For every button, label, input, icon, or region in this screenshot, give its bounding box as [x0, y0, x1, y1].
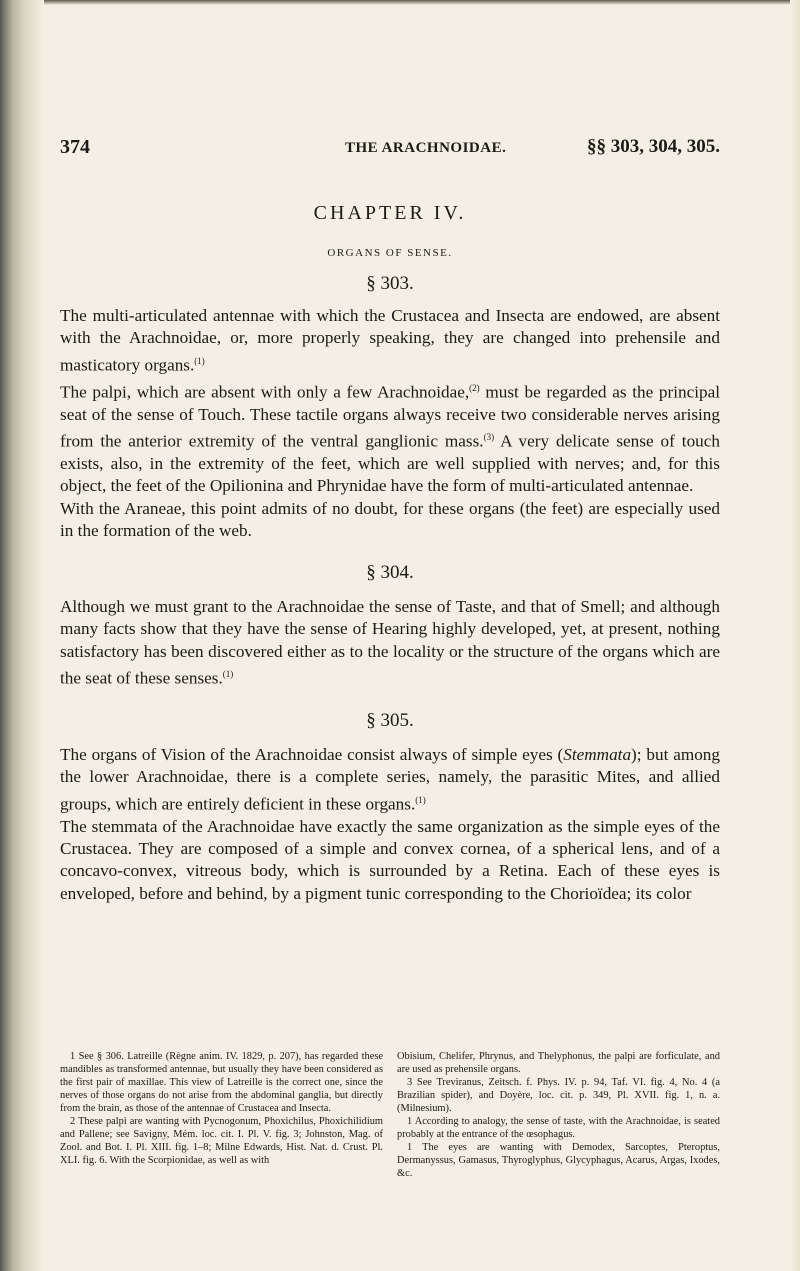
running-title: THE ARACHNOIDAE.	[345, 140, 507, 156]
page-edge	[790, 0, 800, 1271]
footnote-2: 2 These palpi are wanting with Pycnogonum, Phoxichilus, Phoxichilidium and Pallene; see Savigny, Mém. loc. cit. I. Pl. V. fig. 3; Johnston, Mag. of Zool. and Bot. I. Pl. XIII. fig. 1–8; Milne Edwards, Hist. Nat. d. Crust. Pl. XLI. fig. 6. With the Scorpionidae, as well as with	[60, 1116, 383, 1166]
running-head	[60, 136, 720, 166]
paragraph-303-2: The palpi, which are absent with only a few Arachnoidae,$^{(2)}$ must be regarded as the principal seat of the sense of Touch. These tactile organs always receive two considerable nerves arising from the anterior extremity of the ventral ganglionic mass.$^{(3)}$ A very delicate sense of touch exists, also, in the extremity of the feet, which are well supplied with nerves; and, for this object, the feet of the Opilionina and Phrynidae have the form of multi-articulated antennae.	[60, 382, 720, 496]
paragraph-303-1: The multi-articulated antennae with which the Crustacea and Insecta are endowed, are absent with the Arachnoidae, or, more properly speaking, they are changed into prehensile and masticatory organs.$^{(1)}$	[60, 306, 720, 375]
section-heading-304: § 304.	[366, 562, 414, 584]
footnotes-left-column	[60, 1050, 383, 1180]
footnote-ref: (3)	[483, 431, 495, 442]
page-top-shadow	[0, 0, 800, 5]
book-binding-gutter	[0, 0, 44, 1271]
footnote-ref: (1)	[194, 355, 205, 366]
running-sections: §§ 303, 304, 305.	[587, 136, 720, 157]
footnote-ref: (1)	[415, 794, 426, 805]
paragraph-305-2: The stemmata of the Arachnoidae have exactly the same organization as the simple eyes of the Crustacea. They are composed of a simple and convex cornea, of a spherical lens, and of a concavo-convex, vitreous body, which is surrounded by a Retina. Each of these eyes is enveloped, before and behind, by a pigment tunic corresponding to the Chorioïdea; its color	[60, 816, 720, 903]
footnote-ref: (1)	[222, 669, 234, 680]
chapter-subtitle: ORGANS OF SENSE.	[327, 247, 453, 259]
footnote-304-1: 1 According to analogy, the sense of taste, with the Arachnoidae, is seated probably at the entrance of the œsophagus.	[397, 1116, 720, 1140]
page-body	[60, 136, 720, 905]
footnotes-right-column	[397, 1050, 720, 1180]
footnotes	[60, 1050, 720, 1180]
footnote-ref: (2)	[469, 382, 480, 393]
paragraph-305-1: The organs of Vision of the Arachnoidae consist always of simple eyes (Stemmata); but among the lower Arachnoidae, there is a complete series, namely, the parasitic Mites, and allied groups, which are entirely deficient in these organs.$^{(1)}$	[60, 745, 720, 814]
paragraph-304-1: Although we must grant to the Arachnoidae the sense of Taste, and that of Smell; and although many facts show that they have the sense of Hearing highly developed, yet, at present, nothing satisfactory has been discovered either as to the locality or the structure of the organs which are the seat of these senses.$^{(1)}$	[60, 597, 720, 688]
paragraph-303-3: With the Araneae, this point admits of no doubt, for these organs (the feet) are especially used in the formation of the web.	[60, 498, 720, 540]
page-number: 374	[60, 136, 90, 158]
footnote-1: 1 See § 306. Latreille (Règne anim. IV. 1829, p. 207), has regarded these mandibles as transformed antennae, but usually they have been considered as the first pair of maxillae. This view of Latreille is the correct one, since the nerves of those organs do not arise from the abdominal ganglia, but directly from the brain, as those of the antennae of Crustacea and Insecta.	[60, 1051, 383, 1114]
footnote-2-continued: Obisium, Chelifer, Phrynus, and Thelyphonus, the palpi are forficulate, and are used as prehensile organs.	[397, 1051, 720, 1075]
chapter-title: CHAPTER IV.	[313, 202, 467, 224]
footnote-305-1: 1 The eyes are wanting with Demodex, Sarcoptes, Pteroptus, Dermanyssus, Gamasus, Thyroglyphus, Glycyphagus, Acarus, Argas, Ixodes, &c.	[397, 1142, 720, 1179]
section-heading-305: § 305.	[366, 710, 414, 732]
footnote-3: 3 See Treviranus, Zeitsch. f. Phys. IV. p. 94, Taf. VI. fig. 4, No. 4 (a Brazilian spider), and Doyère, loc. cit. p. 349, Pl. XVII. fig. 1, n. a. (Milnesium).	[397, 1077, 720, 1114]
section-heading-303: § 303.	[366, 273, 414, 294]
